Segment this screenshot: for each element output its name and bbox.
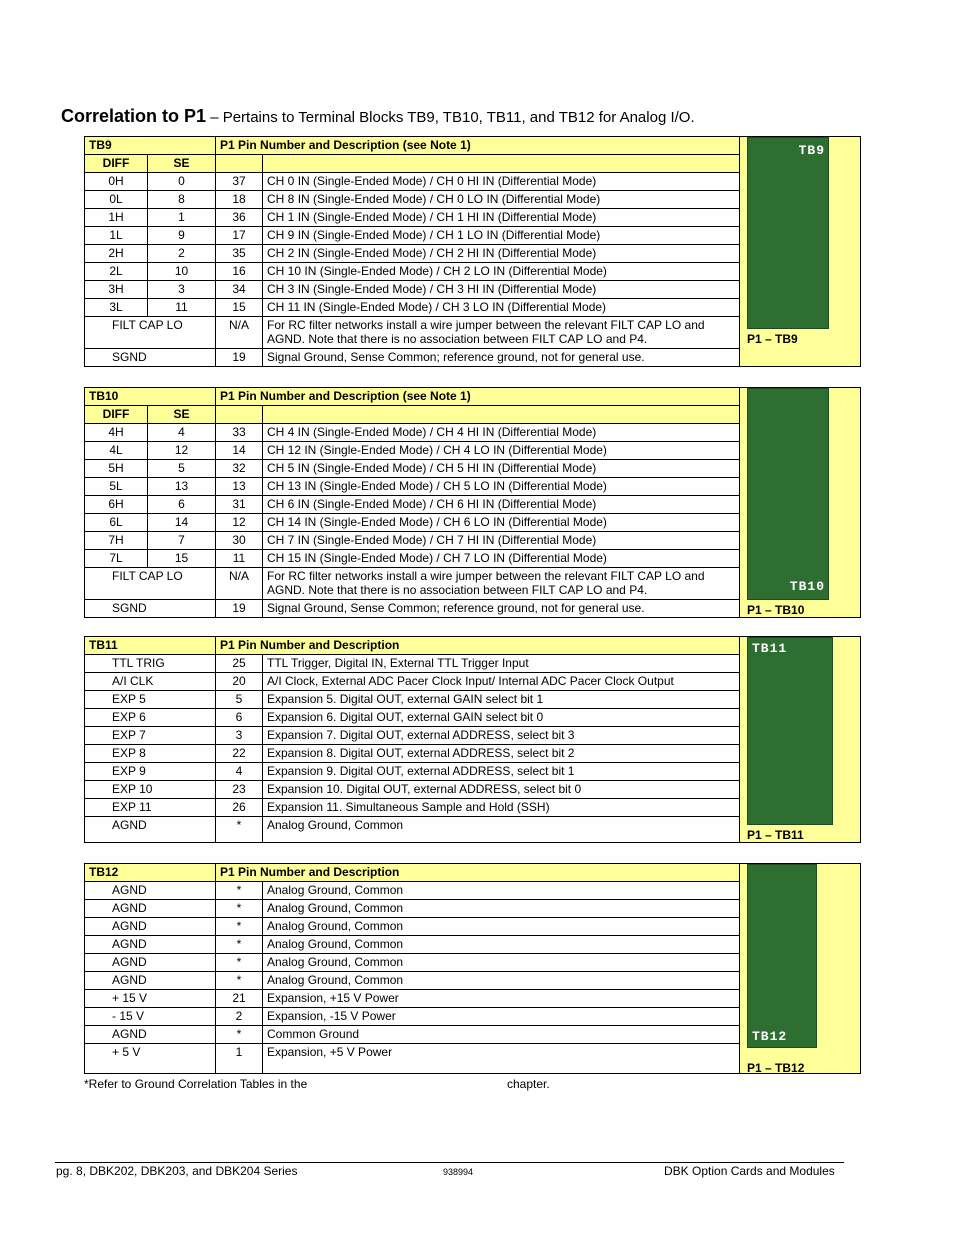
tb11-photo bbox=[740, 637, 861, 843]
footer-page-info: pg. 8, DBK202, DBK203, and DBK204 Series bbox=[56, 1164, 298, 1178]
tb12-desc-header: P1 Pin Number and Description bbox=[216, 864, 740, 882]
footnote-chapter: chapter. bbox=[507, 1077, 550, 1091]
tb10-table bbox=[84, 387, 861, 618]
heading-subtitle: – Pertains to Terminal Blocks TB9, TB10, TB11, and TB12 for Analog I/O. bbox=[206, 109, 695, 126]
table-row: TTL TRIG 25 TTL Trigger, Digital IN, External TTL Trigger Input bbox=[85, 655, 861, 673]
tb10-board-image bbox=[747, 388, 829, 600]
table-row: + 15 V 21 Expansion, +15 V Power bbox=[85, 990, 861, 1008]
heading-title: Correlation to P1 bbox=[61, 106, 207, 126]
tb11-board-label: TB11 bbox=[752, 641, 788, 656]
table-row: 4H 4 33 CH 4 IN (Single-Ended Mode) / CH 4 HI IN (Differential Mode) bbox=[85, 424, 861, 442]
tb10-col-se: SE bbox=[148, 406, 216, 424]
table-row: EXP 11 26 Expansion 11. Simultaneous Sample and Hold (SSH) bbox=[85, 799, 861, 817]
tb10-caption: P1 – TB10 bbox=[747, 603, 805, 617]
tb9-board-label: TB9 bbox=[798, 143, 826, 158]
table-row: 1L 9 17 CH 9 IN (Single-Ended Mode) / CH 1 LO IN (Differential Mode) bbox=[85, 227, 861, 245]
tb9-col-diff: DIFF bbox=[85, 155, 148, 173]
table-row: AGND * Analog Ground, Common bbox=[85, 954, 861, 972]
table-row: 2H 2 35 CH 2 IN (Single-Ended Mode) / CH 2 HI IN (Differential Mode) bbox=[85, 245, 861, 263]
footnote: *Refer to Ground Correlation Tables in the bbox=[84, 1077, 308, 1091]
table-row: EXP 5 5 Expansion 5. Digital OUT, external GAIN select bit 1 bbox=[85, 691, 861, 709]
table-row: 2L 10 16 CH 10 IN (Single-Ended Mode) / CH 2 LO IN (Differential Mode) bbox=[85, 263, 861, 281]
tb12-board-image bbox=[747, 864, 817, 1048]
table-row: 7L 15 11 CH 15 IN (Single-Ended Mode) / CH 7 LO IN (Differential Mode) bbox=[85, 550, 861, 568]
table-row: 5H 5 32 CH 5 IN (Single-Ended Mode) / CH 5 HI IN (Differential Mode) bbox=[85, 460, 861, 478]
tb12-table bbox=[84, 863, 861, 1074]
tb10-photo bbox=[740, 388, 861, 618]
tb10-block-label: TB10 bbox=[85, 388, 216, 406]
tb12-photo bbox=[740, 864, 861, 1074]
table-row: 6H 6 31 CH 6 IN (Single-Ended Mode) / CH 6 HI IN (Differential Mode) bbox=[85, 496, 861, 514]
table-row: FILT CAP LO N/A For RC filter networks install a wire jumper between the relevant FILT CAP LO and AGND. Note that there is no association between FILT CAP LO and P4. bbox=[85, 317, 861, 349]
table-row: 1H 1 36 CH 1 IN (Single-Ended Mode) / CH 1 HI IN (Differential Mode) bbox=[85, 209, 861, 227]
tb11-desc-header: P1 Pin Number and Description bbox=[216, 637, 740, 655]
tb9-desc-header: P1 Pin Number and Description (see Note 1) bbox=[216, 137, 740, 155]
tb10-desc-header: P1 Pin Number and Description (see Note 1) bbox=[216, 388, 740, 406]
table-row: 0H 0 37 CH 0 IN (Single-Ended Mode) / CH 0 HI IN (Differential Mode) bbox=[85, 173, 861, 191]
tb9-caption: P1 – TB9 bbox=[747, 332, 798, 346]
footer-divider bbox=[55, 1162, 844, 1163]
table-row: 3L 11 15 CH 11 IN (Single-Ended Mode) / CH 3 LO IN (Differential Mode) bbox=[85, 299, 861, 317]
table-row: EXP 10 23 Expansion 10. Digital OUT, external ADDRESS, select bit 0 bbox=[85, 781, 861, 799]
table-row: AGND * Analog Ground, Common bbox=[85, 882, 861, 900]
tb9-table bbox=[84, 136, 861, 367]
tb9-board-image bbox=[747, 137, 829, 329]
tb12-block-label: TB12 bbox=[85, 864, 216, 882]
tb12-caption: P1 – TB12 bbox=[747, 1061, 805, 1074]
table-row: - 15 V 2 Expansion, -15 V Power bbox=[85, 1008, 861, 1026]
tb10-col-diff: DIFF bbox=[85, 406, 148, 424]
table-row: EXP 7 3 Expansion 7. Digital OUT, external ADDRESS, select bit 3 bbox=[85, 727, 861, 745]
tb11-caption: P1 – TB11 bbox=[747, 828, 804, 842]
table-row: AGND * Analog Ground, Common bbox=[85, 972, 861, 990]
table-row: EXP 9 4 Expansion 9. Digital OUT, external ADDRESS, select bit 1 bbox=[85, 763, 861, 781]
table-row: 6L 14 12 CH 14 IN (Single-Ended Mode) / CH 6 LO IN (Differential Mode) bbox=[85, 514, 861, 532]
tb9-photo bbox=[740, 137, 861, 367]
table-row: AGND * Analog Ground, Common bbox=[85, 936, 861, 954]
table-row: SGND 19 Signal Ground, Sense Common; reference ground, not for general use. bbox=[85, 349, 861, 367]
table-row: EXP 8 22 Expansion 8. Digital OUT, external ADDRESS, select bit 2 bbox=[85, 745, 861, 763]
tb11-table bbox=[84, 636, 861, 843]
footer-doc-number: 938994 bbox=[443, 1167, 474, 1177]
tb10-board-label: TB10 bbox=[789, 579, 826, 594]
table-row: 3H 3 34 CH 3 IN (Single-Ended Mode) / CH 3 HI IN (Differential Mode) bbox=[85, 281, 861, 299]
footer-doc-title: DBK Option Cards and Modules bbox=[664, 1164, 835, 1178]
tb11-block-label: TB11 bbox=[85, 637, 216, 655]
table-row: 0L 8 18 CH 8 IN (Single-Ended Mode) / CH 0 LO IN (Differential Mode) bbox=[85, 191, 861, 209]
table-row: EXP 6 6 Expansion 6. Digital OUT, external GAIN select bit 0 bbox=[85, 709, 861, 727]
table-row: A/I CLK 20 A/I Clock, External ADC Pacer Clock Input/ Internal ADC Pacer Clock Output bbox=[85, 673, 861, 691]
section-heading bbox=[61, 106, 695, 127]
tb9-block-label: TB9 bbox=[85, 137, 216, 155]
table-row: 4L 12 14 CH 12 IN (Single-Ended Mode) / CH 4 LO IN (Differential Mode) bbox=[85, 442, 861, 460]
table-row: SGND 19 Signal Ground, Sense Common; reference ground, not for general use. bbox=[85, 600, 861, 618]
tb12-board-label: TB12 bbox=[752, 1029, 788, 1044]
table-row: + 5 V 1 Expansion, +5 V Power bbox=[85, 1044, 861, 1074]
table-row: AGND * Common Ground bbox=[85, 1026, 861, 1044]
table-row: 5L 13 13 CH 13 IN (Single-Ended Mode) / CH 5 LO IN (Differential Mode) bbox=[85, 478, 861, 496]
table-row: AGND * Analog Ground, Common bbox=[85, 918, 861, 936]
table-row: 7H 7 30 CH 7 IN (Single-Ended Mode) / CH 7 HI IN (Differential Mode) bbox=[85, 532, 861, 550]
table-row: AGND * Analog Ground, Common bbox=[85, 817, 861, 843]
table-row: FILT CAP LO N/A For RC filter networks install a wire jumper between the relevant FILT CAP LO and AGND. Note that there is no association between FILT CAP LO and P4. bbox=[85, 568, 861, 600]
table-row: AGND * Analog Ground, Common bbox=[85, 900, 861, 918]
tb11-board-image bbox=[747, 637, 833, 825]
tb9-col-se: SE bbox=[148, 155, 216, 173]
